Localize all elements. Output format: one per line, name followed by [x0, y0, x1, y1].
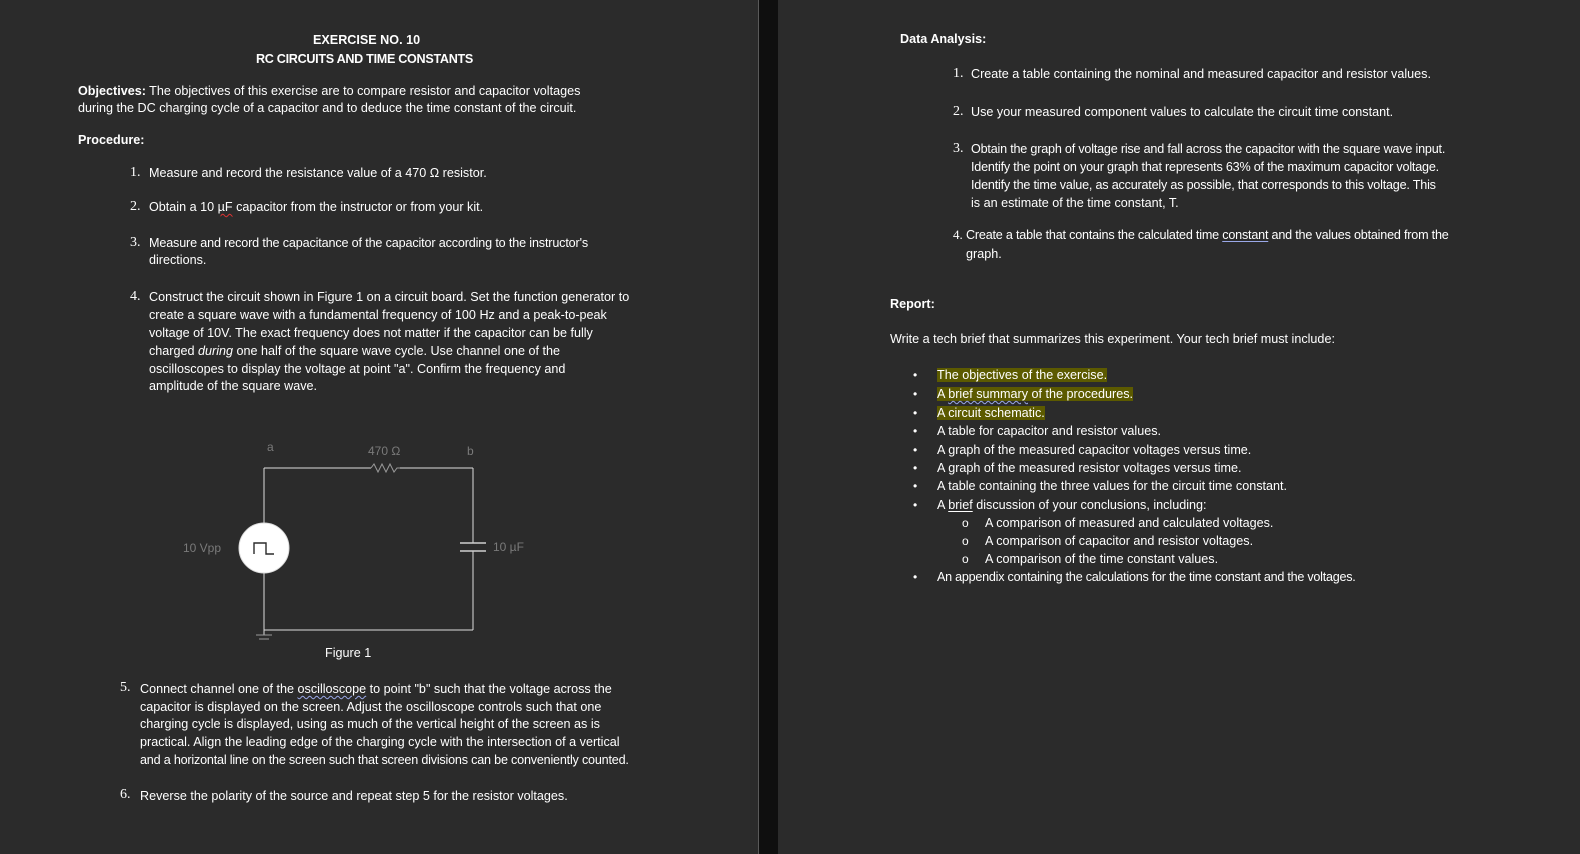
- report-bullet-8: [937, 496, 1207, 514]
- objectives-label: Objectives:: [78, 84, 146, 98]
- report-bullet-5: A graph of the measured capacitor voltages versus time.: [937, 443, 1252, 457]
- report-bullet-8-underlined: brief: [948, 498, 973, 512]
- analysis-4-post: and the values obtained from the: [1268, 228, 1449, 242]
- bullet-glyph-6: •: [913, 461, 918, 475]
- report-label: Report:: [890, 297, 935, 311]
- step-6-number: 6.: [120, 787, 131, 802]
- step-4-line-4-pre: charged: [149, 344, 199, 358]
- bullet-glyph-4: •: [913, 424, 918, 438]
- step-4-line-2: create a square wave with a fundamental frequency of 100 Hz and a peak-to-peak: [149, 308, 607, 322]
- analysis-2-number: 2.: [953, 104, 964, 119]
- step-4-line-5: oscilloscopes to display the voltage at point "a". Confirm the frequency and: [149, 362, 566, 376]
- figure-caption: Figure 1: [325, 646, 372, 660]
- step-5-number: 5.: [120, 680, 131, 695]
- report-intro: Write a tech brief that summarizes this experiment. Your tech brief must include:: [890, 332, 1335, 346]
- analysis-3-line-1: Obtain the graph of voltage rise and fall across the capacitor with the square wave input.: [971, 142, 1446, 156]
- resistor-symbol: [371, 464, 400, 472]
- step-4-line-1: Construct the circuit shown in Figure 1 on a circuit board. Set the function generator to: [149, 290, 630, 304]
- step-5-line-4: practical. Align the leading edge of the charging cycle with the intersection of a vertical: [140, 735, 620, 749]
- report-subbullet-1: A comparison of measured and calculated voltages.: [985, 516, 1274, 530]
- page-gutter: [758, 0, 778, 854]
- analysis-4-pre: Create a table that contains the calculated time: [966, 228, 1223, 242]
- report-bullet-3: [937, 404, 1045, 422]
- analysis-3-line-4: is an estimate of the time constant, T.: [971, 196, 1179, 210]
- report-bullet-7: A table containing the three values for the circuit time constant.: [937, 479, 1288, 493]
- analysis-4-line-1: [966, 226, 1449, 244]
- exercise-subtitle: RC CIRCUITS AND TIME CONSTANTS: [256, 52, 473, 66]
- step-2-text: [149, 198, 483, 216]
- objectives-text-1: The objectives of this exercise are to compare resistor and capacitor voltages: [145, 84, 581, 98]
- bullet-glyph-9: •: [913, 570, 918, 584]
- exercise-title: EXERCISE NO. 10: [313, 33, 421, 47]
- step-5-post: to point "b" such that the voltage across the: [366, 682, 612, 696]
- right-page: [778, 0, 1580, 854]
- function-generator-source: [239, 523, 289, 573]
- step-2-flagged-word: µF: [217, 200, 233, 214]
- step-4-italic-word: during: [198, 344, 234, 358]
- circuit-schematic: [170, 430, 550, 670]
- step-5-line-5: and a horizontal line on the screen such that screen divisions can be conveniently counted.: [140, 753, 629, 767]
- step-5-line-3: charging cycle is displayed, using as much of the vertical height of the screen as is: [140, 717, 600, 731]
- step-4-line-4-rest: one half of the square wave cycle. Use channel one of the: [233, 344, 560, 358]
- report-bullet-4: A table for capacitor and resistor values.: [937, 424, 1162, 438]
- sub-glyph-1: o: [962, 516, 969, 530]
- step-6-text: Reverse the polarity of the source and repeat step 5 for the resistor voltages.: [140, 789, 568, 803]
- source-label: 10 Vpp: [183, 541, 222, 555]
- analysis-3-number: 3.: [953, 141, 964, 156]
- node-a-label: a: [267, 440, 274, 454]
- report-bullet-3-text: A circuit schematic.: [937, 406, 1045, 420]
- bullet-glyph-7: •: [913, 479, 918, 493]
- bullet-glyph-3: •: [913, 406, 918, 420]
- report-bullet-2-flagged: brief summary: [948, 387, 1028, 401]
- step-4-line-6: amplitude of the square wave.: [149, 379, 318, 393]
- page-divider: [758, 0, 759, 854]
- step-1-number: 1.: [130, 165, 141, 180]
- capacitor-label: 10 µF: [493, 540, 524, 554]
- resistor-label: 470 Ω: [368, 444, 401, 458]
- bullet-glyph-2: •: [913, 387, 918, 401]
- step-2-pre: Obtain a 10: [149, 200, 218, 214]
- step-5-pre: Connect channel one of the: [140, 682, 298, 696]
- procedure-label: Procedure:: [78, 133, 145, 147]
- report-bullet-1: [937, 366, 1107, 384]
- report-bullet-2: [937, 385, 1133, 403]
- report-bullet-8-text: discussion of your conclusions, including:: [976, 498, 1207, 512]
- step-3-line-2: directions.: [149, 253, 207, 267]
- step-1-text: Measure and record the resistance value of a 470 Ω resistor.: [149, 166, 487, 180]
- analysis-4-underlined-word: constant: [1222, 228, 1269, 242]
- report-bullet-8-prefix: A: [937, 498, 949, 512]
- report-bullet-2-prefix: A: [937, 387, 949, 401]
- step-5-line-2: capacitor is displayed on the screen. Adjust the oscilloscope controls such that one: [140, 700, 602, 714]
- step-4-line-4: [149, 342, 560, 360]
- sub-glyph-2: o: [962, 534, 969, 548]
- step-4-number: 4.: [130, 289, 141, 304]
- step-3-number: 3.: [130, 235, 141, 250]
- step-2-post: capacitor from the instructor or from your kit.: [232, 200, 484, 214]
- analysis-3-line-2: Identify the point on your graph that represents 63% of the maximum capacitor voltage.: [971, 160, 1439, 174]
- report-subbullet-3: A comparison of the time constant values.: [985, 552, 1219, 566]
- bullet-glyph-5: •: [913, 443, 918, 457]
- analysis-1-text: Create a table containing the nominal and measured capacitor and resistor values.: [971, 67, 1431, 81]
- step-2-number: 2.: [130, 199, 141, 214]
- step-3-line-1: Measure and record the capacitance of the capacitor according to the instructor's: [149, 236, 588, 250]
- analysis-3-line-3: Identify the time value, as accurately as possible, that corresponds to this voltage. This: [971, 178, 1436, 192]
- objectives-line-2: during the DC charging cycle of a capacitor and to deduce the time constant of the circuit.: [78, 101, 577, 115]
- report-bullet-1-text: The objectives of the exercise.: [937, 368, 1108, 382]
- bullet-glyph-1: •: [913, 368, 918, 382]
- bullet-glyph-8: •: [913, 498, 918, 512]
- step-4-line-3: voltage of 10V. The exact frequency does not matter if the capacitor can be fully: [149, 326, 593, 340]
- analysis-4-line-2: graph.: [966, 247, 1002, 261]
- node-b-label: b: [467, 444, 474, 458]
- analysis-2-text: Use your measured component values to calculate the circuit time constant.: [971, 105, 1394, 119]
- report-bullet-9: An appendix containing the calculations for the time constant and the voltages.: [937, 570, 1356, 584]
- step-5-flagged-word: oscilloscope: [297, 682, 367, 696]
- sub-glyph-3: o: [962, 552, 969, 566]
- report-bullet-2-text: of the procedures.: [1031, 387, 1134, 401]
- objectives-line-1: [78, 82, 580, 100]
- analysis-1-number: 1.: [953, 66, 964, 81]
- analysis-4-number: 4.: [953, 227, 963, 242]
- report-bullet-6: A graph of the measured resistor voltages versus time.: [937, 461, 1242, 475]
- step-5-line-1: [140, 680, 612, 698]
- report-subbullet-2: A comparison of capacitor and resistor voltages.: [985, 534, 1254, 548]
- data-analysis-label: Data Analysis:: [900, 32, 987, 46]
